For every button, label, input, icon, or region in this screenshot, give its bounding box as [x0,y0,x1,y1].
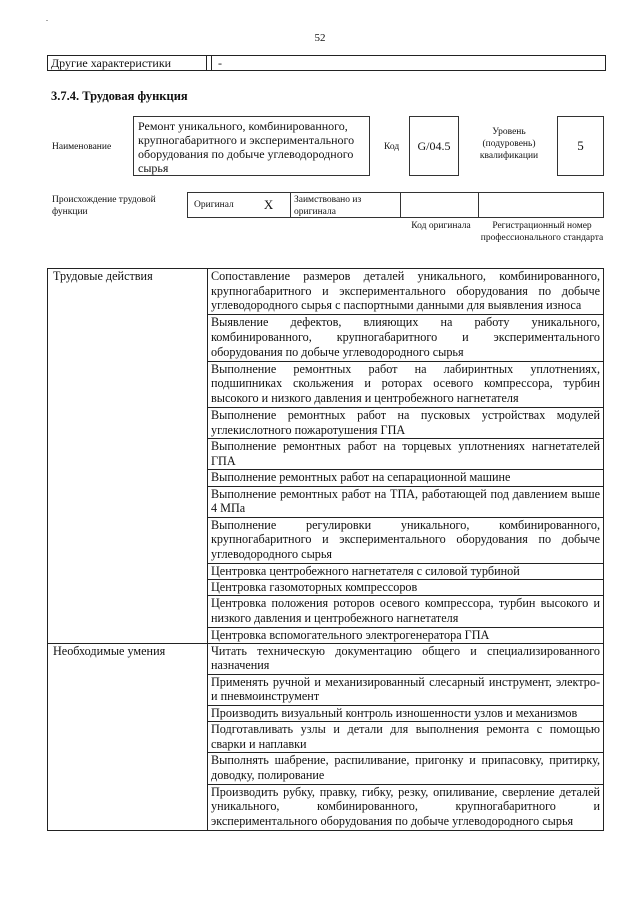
other-characteristics-value: - [218,56,222,70]
level-box: 5 [557,116,604,176]
labor-action-item: Выполнение регулировки уникального, комбинированного, крупногабаритного и экспериментального оборудования по добыче углеводородного сырья [208,517,604,563]
original-code-cell [401,193,479,217]
origin-original-cell [188,193,291,217]
registration-number-cell [479,193,603,217]
labor-action-item: Выполнение ремонтных работ на лабиринтных уплотнениях, подшипниках скольжения и роторах осевого компрессора, турбин высокого и низкого давления и центробежного нагнетателя [208,361,604,407]
name-label: Наименование [52,142,112,152]
page-mark: . [46,14,48,23]
level-label: Уровень (подуровень) квалификации [479,127,539,161]
function-details-table [47,268,604,831]
skill-item: Выполнять шабрение, распиливание, пригонку и припасовку, притирку, доводку, полирование [208,753,604,784]
labor-action-item: Выполнение ремонтных работ на торцевых уплотнениях нагнетателей ГПА [208,439,604,470]
other-characteristics-row [47,55,606,71]
labor-action-item: Выявление дефектов, влияющих на работу уникального, комбинированного, крупногабаритного и экспериментального оборудования по добыче углеводородного сырья [208,315,604,361]
skill-item: Читать техническую документацию общего и специализированного назначения [208,643,604,674]
skill-item: Подготавливать узлы и детали для выполнения ремонта с помощью сварки и наплавки [208,722,604,753]
code-label: Код [384,142,400,152]
section-title: 3.7.4. Трудовая функция [51,89,188,103]
table-row [48,269,604,315]
function-name-box: Ремонт уникального, комбинированного, крупногабаритного и экспериментального оборудования по добыче углеводородного сырья [133,116,370,176]
labor-action-item: Центровка центробежного нагнетателя с силовой турбиной [208,564,604,580]
table-row [48,643,604,674]
original-mark: X [263,197,274,212]
labor-action-item: Сопоставление размеров деталей уникального, комбинированного, крупногабаритного и экспериментального оборудования по добыче углеводородного сырья с паспортными данными для выявления износа [208,269,604,315]
page-number: 52 [314,32,326,44]
labor-action-item: Центровка вспомогательного электрогенератора ГПА [208,627,604,643]
required-skills-label: Необходимые умения [48,643,208,830]
other-characteristics-label: Другие характеристики [48,56,207,70]
origin-table [187,192,604,218]
labor-action-item: Центровка положения роторов осевого компрессора, турбин высокого и низкого давления и центробежного нагнетателя [208,596,604,627]
skill-item: Применять ручной и механизированный слесарный инструмент, электро- и пневмоинструмент [208,674,604,705]
labor-action-item: Выполнение ремонтных работ на ТПА, работающей под давлением выше 4 МПа [208,486,604,517]
borrowed-label: Заимствовано из оригинала [291,193,401,217]
origin-label: Происхождение трудовой функции [52,195,156,217]
labor-action-item: Выполнение ремонтных работ на пусковых устройствах модулей углекислотного пожаротушения ГПА [208,407,604,438]
labor-action-item: Выполнение ремонтных работ на сепарационной машине [208,470,604,486]
labor-actions-label: Трудовые действия [48,269,208,644]
original-label: Оригинал [194,200,234,210]
skill-item: Производить визуальный контроль изношенности узлов и механизмов [208,706,604,722]
skill-item: Производить рубку, правку, гибку, резку, опиливание, сверление деталей уникального, комбинированного, крупногабаритного и экспериментального оборудования по добыче углеводородного сырья [208,784,604,830]
registration-number-label: Регистрационный номер профессионального стандарта [480,221,604,243]
function-code-box: G/04.5 [409,116,459,176]
labor-action-item: Центровка газомоторных компрессоров [208,580,604,596]
original-code-label: Код оригинала [411,221,471,231]
